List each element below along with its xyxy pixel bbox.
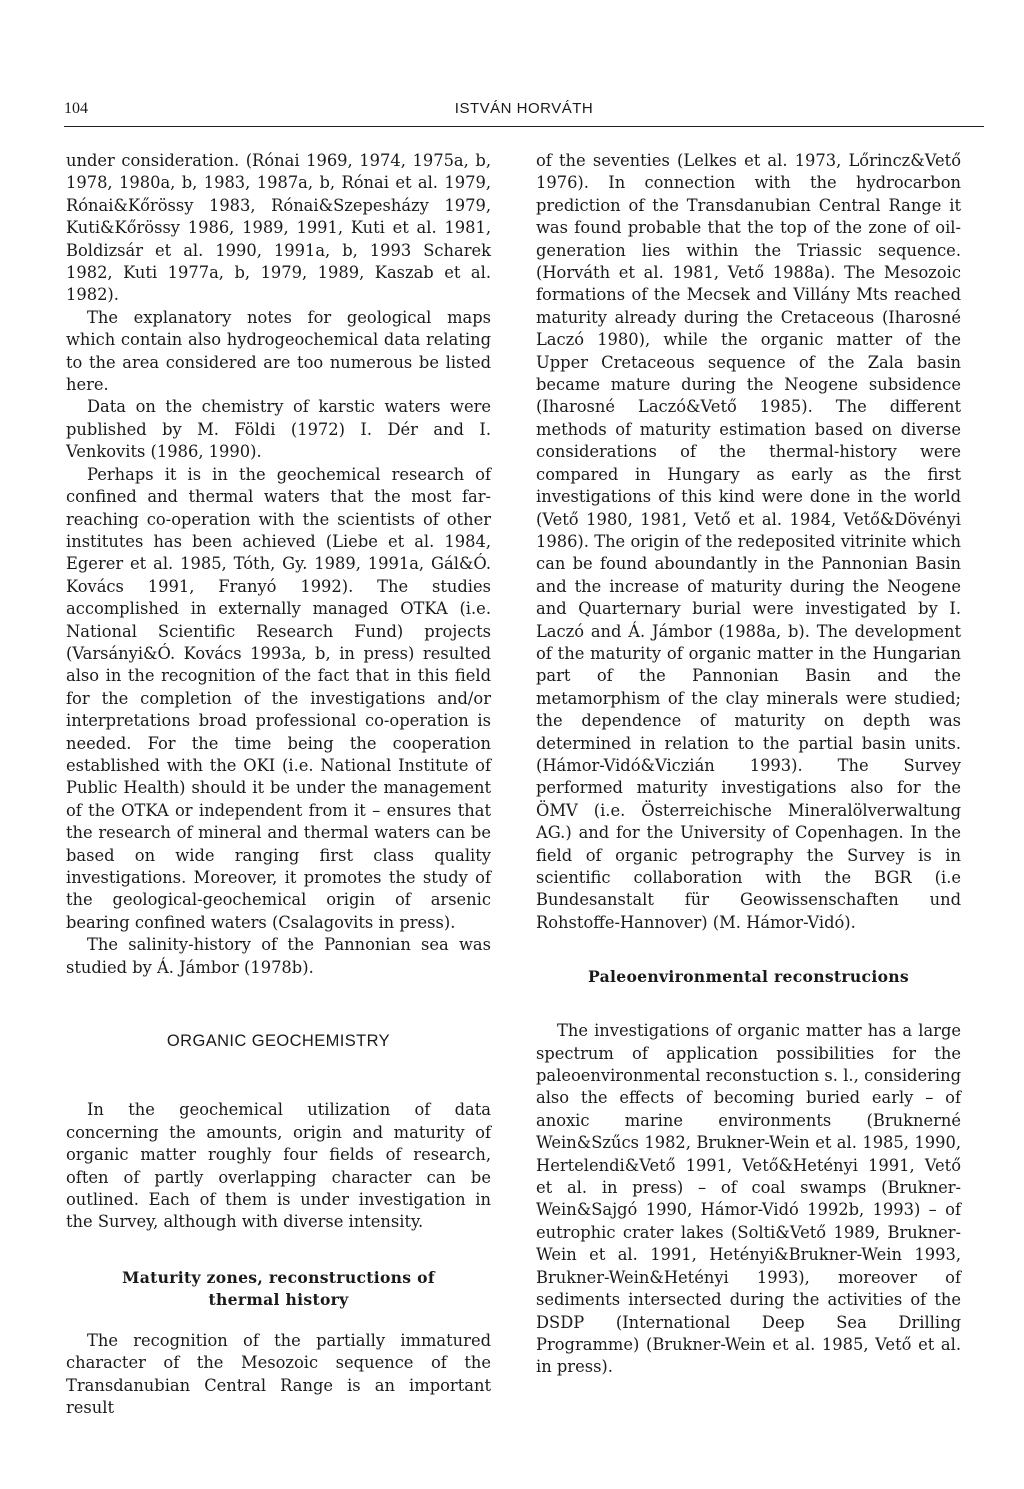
paragraph: The explanatory notes for geological maps which contain also hydrogeochemical data relating to the area considered are too numerous be listed here. <box>66 307 491 395</box>
subsection-heading: Maturity zones, reconstructions of thermal history <box>122 1267 435 1309</box>
running-head: ISTVÁN HORVÁTH <box>454 100 594 117</box>
paragraph: The recognition of the partially immatured character of the Mesozoic sequence of the Transdanubian Central Range is an important result <box>66 1330 491 1418</box>
paragraph: The investigations of organic matter has a large spectrum of application possibilities for the paleoenvironmental reconstuction s. l., considering also the effects of becoming buried early – of anoxic marine environments (Bruknerné Wein&Szűcs 1982, Brukner-Wein et al. 1985, 1990, Hertelendi&Vető 1991, Vető&Hetényi 1991, Vető et al. in press) – of coal swamps (Brukner-Wein&Sajgó 1990, Hámor-Vidó 1992b, 1993) – of eutrophic crater lakes (Solti&Vető 1989, Brukner-Wein et al. 1991, Hetényi&Brukner-Wein 1993, Brukner-Wein&Hetényi 1993), moreover of sediments intersected during the activities of the DSDP (International Deep Sea Drilling Programme) (Brukner-Wein et al. 1985, Vető et al. in press). <box>536 1021 961 1377</box>
paragraph: The salinity-history of the Pannonian sea was studied by Á. Jámbor (1978b). <box>66 935 491 977</box>
left-column <box>66 150 491 1420</box>
subsection-heading: Paleoenvironmental reconstrucions <box>587 967 909 987</box>
right-column <box>536 150 961 1379</box>
paragraph: of the seventies (Lelkes et al. 1973, Lőrincz&Vető 1976). In connection with the hydrocarbon prediction of the Transdanubian Central Range it was found probable that the top of the zone of oil-generation lies within the Triassic sequence. (Horváth et al. 1981, Vető 1988a). The Mesozoic formations of the Mecsek and Villány Mts reached maturity already during the Cretaceous (Iharosné Laczó 1980), while the organic matter of the Upper Cretaceous sequence of the Zala basin became mature during the Neogene subsidence (Iharosné Laczó&Vető 1985). The different methods of maturity estimation based on diverse considerations of the thermal-history were compared in Hungary as early as the first investigations of this kind were done in the world (Vető 1980, 1981, Vető et al. 1984, Vető&Dövényi 1986). The origin of the redeposited vitrinite which can be found aboundantly in the Pannonian Basin and the increase of maturity during the Neogene and Quarternary burial were investigated by I. Laczó and Á. Jámbor (1988a, b). The development of the maturity of organic matter in the Hungarian part of the Pannonian Basin and the metamorphism of the clay minerals were studied; the dependence of maturity on depth was determined in relation to the partial basin units. (Hámor-Vidó&Viczián 1993). The Survey performed maturity investigations also for the ÖMV (i.e. Österreichische Mineralölverwaltung AG.) and for the University of Copenhagen. In the field of organic petrography the Survey is in scientific collaboration with the BGR (i.e Bundesanstalt für Geowissenschaften und Rohstoffe-Hannover) (M. Hámor-Vidó). <box>536 151 961 932</box>
page-number: 104 <box>64 100 88 117</box>
paragraph: Perhaps it is in the geochemical research of confined and thermal waters that the most far-reaching co-operation with the scientists of other institutes has been achieved (Liebe et al. 1984, Egerer et al. 1985, Tóth, Gy. 1989, 1991a, Gál&Ó. Kovács 1991, Franyó 1992). The studies accomplished in externally managed OTKA (i.e. National Scientific Research Fund) projects (Varsányi&Ó. Kovács 1993a, b, in press) resulted also in the recognition of the fact that in this field for the completion of the investigations and/or interpretations broad professional co-operation is needed. For the time being the cooperation established with the OKI (i.e. National Institute of Public Health) should it be under the management of the OTKA or independent from it – ensures that the research of mineral and thermal waters can be based on wide ranging first class quality investigations. Moreover, it promotes the study of the geological-geochemical origin of arsenic bearing confined waters (Csalagovits in press). <box>66 464 491 932</box>
section-heading: ORGANIC GEOCHEMISTRY <box>166 1032 391 1051</box>
paragraph: Data on the chemistry of karstic waters were published by M. Földi (1972) I. Dér and I. Venkovits (1986, 1990). <box>66 397 491 462</box>
paragraph: In the geochemical utilization of data concerning the amounts, origin and maturity of organic matter roughly four fields of research, often of partly overlapping character can be outlined. Each of them is under investigation in the Survey, although with diverse intensity. <box>66 1100 491 1232</box>
paragraph: under consideration. (Rónai 1969, 1974, 1975a, b, 1978, 1980a, b, 1983, 1987a, b, Rónai et al. 1979, Rónai&Kőrössy 1983, Rónai&Szepesházy 1979, Kuti&Kőrössy 1986, 1989, 1991, Kuti et al. 1981, Boldizsár et al. 1990, 1991a, b, 1993 Scharek 1982, Kuti 1977a, b, 1979, 1989, Kaszab et al. 1982). <box>66 151 491 305</box>
page-header <box>64 96 984 127</box>
